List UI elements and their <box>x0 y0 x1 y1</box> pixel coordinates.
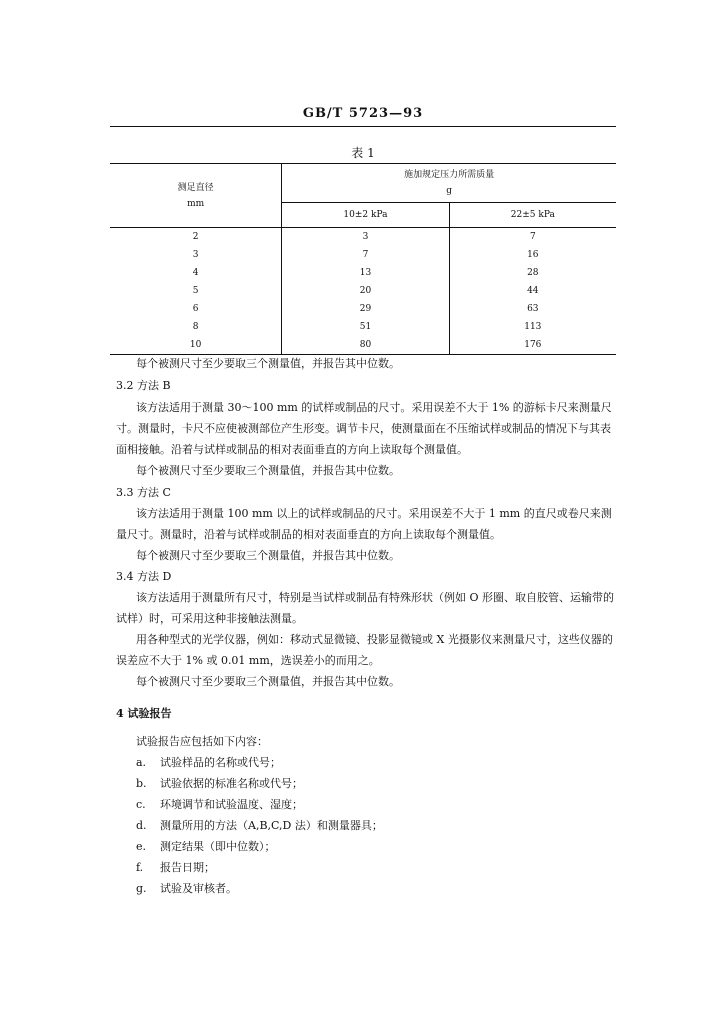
paragraph-line: 每个被测尺寸至少要取三个测量值，并报告其中位数。 <box>136 675 400 688</box>
list-item-text: 试验及审核者。 <box>160 882 237 895</box>
paragraph-line: 每个被测尺寸至少要取三个测量值，并报告其中位数。 <box>136 357 400 370</box>
cell-22kpa: 113 <box>449 318 616 336</box>
list-item <box>136 796 303 812</box>
table-row <box>110 264 616 282</box>
table-row <box>110 228 616 247</box>
cell-22kpa: 63 <box>449 300 616 318</box>
cell-22kpa: 28 <box>449 264 616 282</box>
cell-diameter: 4 <box>192 268 199 278</box>
list-item-label: b. <box>136 777 147 790</box>
cell-10kpa: 29 <box>282 300 449 318</box>
section-3-4-heading: 3.4 方法 D <box>116 570 172 583</box>
paragraph-line: 该方法适用于测量 100 mm 以上的试样或制品的尺寸。采用误差不大于 1 mm 的直尺或卷尺来测 <box>136 507 612 520</box>
paragraph-line: 试样）时，可采用这种非接触法测量。 <box>116 612 303 625</box>
paragraph-line: 面相接触。沿着与试样或制品的相对表面垂直的方向上读取每个测量值。 <box>116 443 468 456</box>
paragraph-line: 寸。测量时，卡尺不应使被测部位产生形变。调节卡尺，使测量面在不压缩试样或制品的情况下与其表 <box>116 422 611 435</box>
standard-number-header: GB/T 5723—93 <box>302 106 424 121</box>
cell-diameter: 2 <box>192 232 199 242</box>
cell-22kpa: 44 <box>449 282 616 300</box>
cell-diameter: 3 <box>192 250 199 260</box>
cell-10kpa: 7 <box>282 246 449 264</box>
table-title: 表 1 <box>351 146 375 160</box>
cell-10kpa: 80 <box>282 336 449 355</box>
list-item <box>136 754 281 770</box>
list-item <box>136 859 215 875</box>
list-item-label: c. <box>136 798 146 811</box>
section-3-2-heading: 3.2 方法 B <box>116 379 171 392</box>
table-row <box>110 246 616 264</box>
cell-10kpa: 20 <box>282 282 449 300</box>
list-item <box>136 880 237 896</box>
section-3-3-heading: 3.3 方法 C <box>116 486 171 499</box>
cell-diameter: 10 <box>110 336 282 355</box>
col-10kpa-header: 10±2 kPa <box>282 203 449 228</box>
cell-diameter: 5 <box>192 286 199 296</box>
cell-diameter: 6 <box>192 304 199 314</box>
paragraph-line: 用各种型式的光学仪器，例如：移动式显微镜、投影显微镜或 X 光摄影仪来测量尺寸，这些仪器的 <box>136 633 613 646</box>
table-row <box>110 336 616 355</box>
list-item-text: 测定结果（即中位数）； <box>160 840 276 853</box>
group-mass-header: 施加规定压力所需质量 g <box>282 164 616 203</box>
section-4-heading: 4 试验报告 <box>116 707 172 720</box>
col-22kpa-header: 22±5 kPa <box>449 203 616 228</box>
cell-22kpa: 7 <box>449 228 616 247</box>
list-item-label: e. <box>136 840 147 853</box>
list-item-label: a. <box>136 756 147 769</box>
list-item-text: 测量所用的方法（A,B,C,D 法）和测量器具； <box>160 819 383 832</box>
list-item-text: 试验依据的标准名称或代号； <box>160 777 303 790</box>
data-table <box>110 163 616 355</box>
paragraph-line: 该方法适用于测量 30～100 mm 的试样或制品的尺寸。采用误差不大于 1% 的游标卡尺来测量尺 <box>136 401 612 414</box>
cell-22kpa: 176 <box>449 336 616 355</box>
list-item-text: 试验样品的名称或代号； <box>160 756 281 769</box>
cell-10kpa: 13 <box>282 264 449 282</box>
table-row <box>110 300 616 318</box>
paragraph-line: 试验报告应包括如下内容： <box>136 735 268 748</box>
paragraph-line: 每个被测尺寸至少要取三个测量值，并报告其中位数。 <box>136 549 400 562</box>
paragraph-line: 每个被测尺寸至少要取三个测量值，并报告其中位数。 <box>136 464 400 477</box>
paragraph-line: 该方法适用于测量所有尺寸，特别是当试样或制品有特殊形状（例如 O 形圈、取自胶管、运输带的 <box>136 591 615 604</box>
list-item <box>136 838 276 854</box>
paragraph-line: 量尺寸。测量时，沿着与试样或制品的相对表面垂直的方向上读取每个测量值。 <box>116 528 501 541</box>
list-item-text: 环境调节和试验温度、湿度； <box>160 798 303 811</box>
list-item-text: 报告日期； <box>160 861 215 874</box>
cell-diameter: 8 <box>192 322 199 332</box>
table-row <box>110 318 616 336</box>
paragraph-line: 误差应不大于 1% 或 0.01 mm，选误差小的而用之。 <box>116 654 380 667</box>
header-rule <box>110 126 616 127</box>
cell-10kpa: 51 <box>282 318 449 336</box>
list-item <box>136 775 303 791</box>
col-diameter-header: 测足直径 mm <box>110 164 282 228</box>
list-item <box>136 817 383 833</box>
table-row <box>110 282 616 300</box>
list-item-label: d. <box>136 819 147 832</box>
list-item-label: g. <box>136 882 147 895</box>
cell-10kpa: 3 <box>282 228 449 247</box>
list-item-label: f. <box>136 861 144 874</box>
cell-22kpa: 16 <box>449 246 616 264</box>
